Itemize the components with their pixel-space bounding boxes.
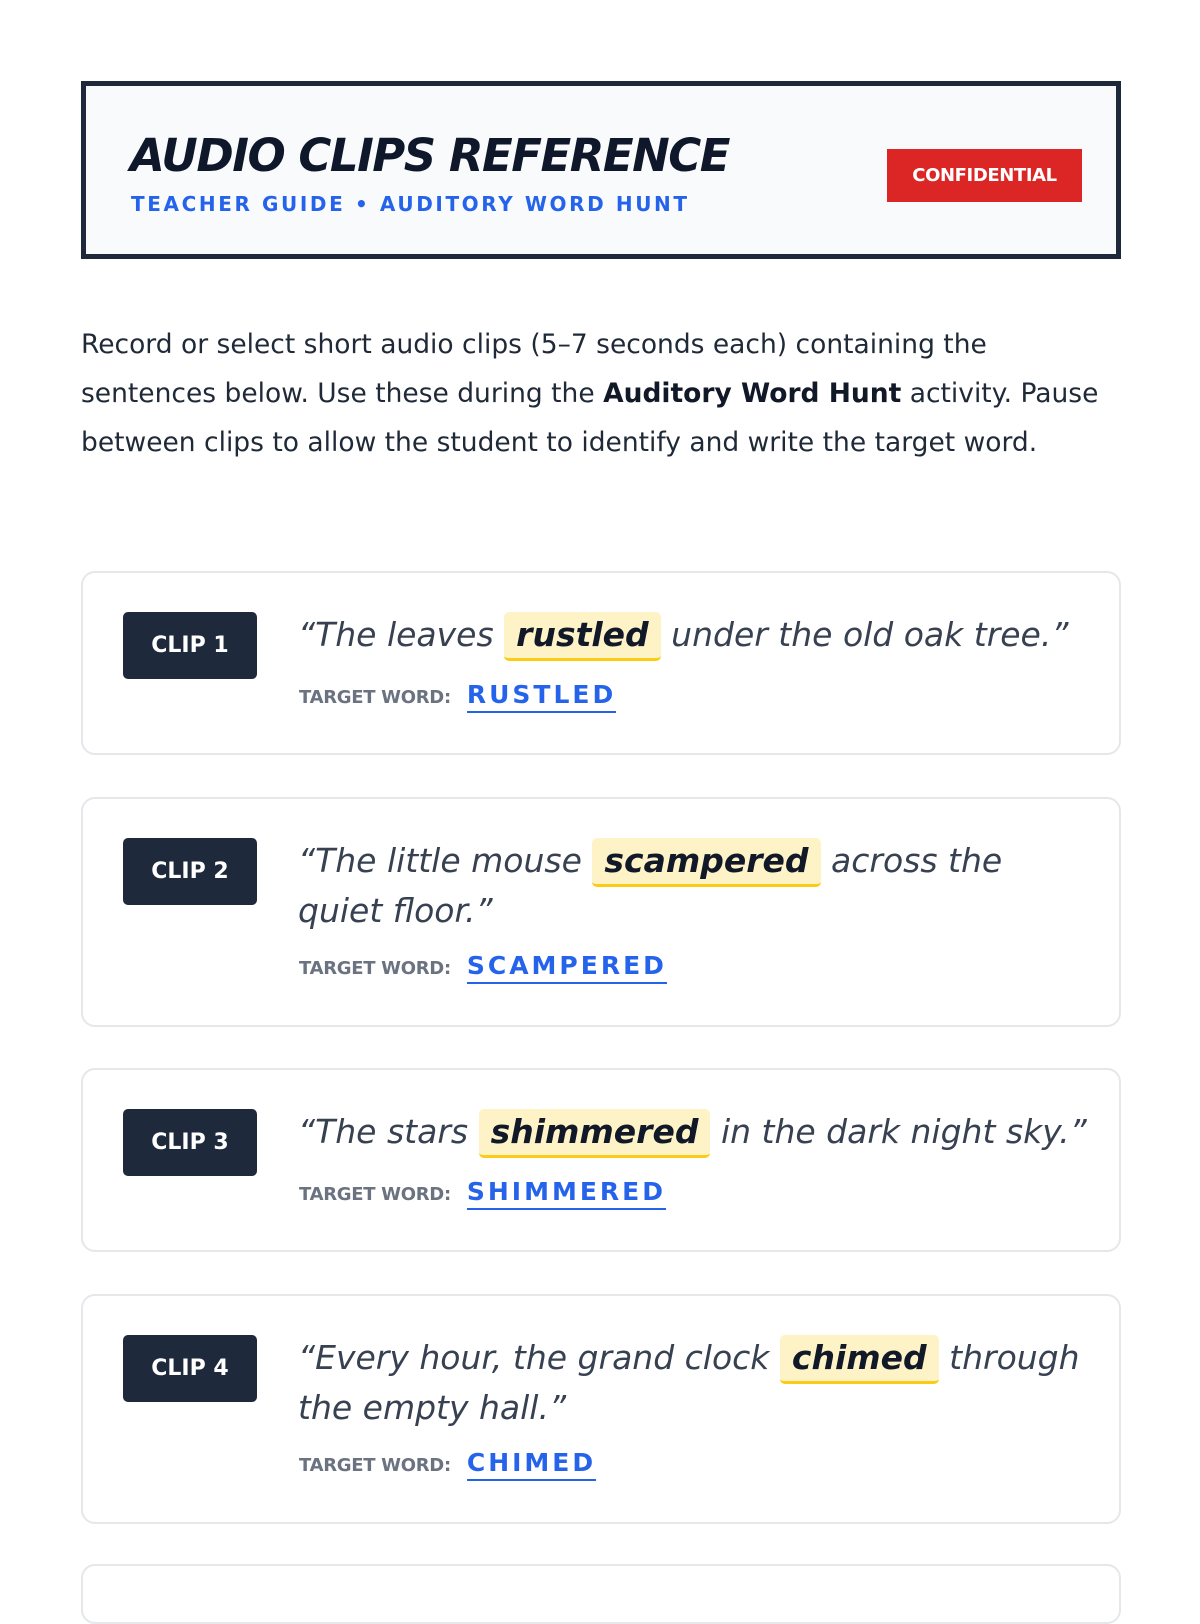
target-word-row — [299, 1176, 666, 1210]
clip-sentence — [298, 1108, 1088, 1158]
target-word-row — [299, 950, 667, 984]
target-word-label: TARGET WORD: — [299, 958, 451, 979]
activity-name: Auditory Word Hunt — [603, 378, 902, 409]
clip-sentence — [298, 611, 1088, 661]
clip-card — [81, 1068, 1121, 1252]
clip-sentence — [298, 1334, 1088, 1431]
clip-label: CLIP 4 — [123, 1335, 257, 1402]
clip-label: CLIP 3 — [123, 1109, 257, 1176]
clip-card — [81, 1294, 1121, 1524]
sentence-before: “The leaves — [298, 615, 505, 654]
target-word-label: TARGET WORD: — [299, 1184, 451, 1205]
sentence-after: through the empty hall.” — [298, 1338, 1080, 1427]
sentence-before: “The stars — [298, 1112, 479, 1151]
target-word: SHIMMERED — [467, 1176, 666, 1210]
sentence-before: “Every hour, the grand clock — [298, 1338, 780, 1377]
clip-label: CLIP 1 — [123, 612, 257, 679]
clip-card — [81, 571, 1121, 755]
clip-card — [81, 797, 1121, 1027]
target-word-row — [299, 679, 616, 713]
clip-card-partial — [81, 1564, 1121, 1624]
sentence-after: under the old oak tree.” — [660, 615, 1069, 654]
target-word: SCAMPERED — [467, 950, 667, 984]
target-word: CHIMED — [467, 1447, 596, 1481]
highlighted-word: shimmered — [479, 1109, 711, 1158]
intro-text-after: activity. Pause between clips to allow the student to identify and write the target word. — [81, 378, 1099, 458]
highlighted-word: scampered — [592, 838, 820, 887]
intro-text-before: Record or select short audio clips (5–7 seconds each) containing the sentences below. Use these during the — [81, 329, 987, 409]
highlighted-word: rustled — [504, 612, 661, 661]
sentence-before: “The little mouse — [298, 841, 593, 880]
target-word-label: TARGET WORD: — [299, 1455, 451, 1476]
clip-label: CLIP 2 — [123, 838, 257, 905]
page-title: AUDIO CLIPS REFERENCE — [130, 129, 730, 182]
sentence-after: across the quiet floor.” — [298, 841, 1003, 930]
clip-sentence — [298, 837, 1088, 934]
highlighted-word: chimed — [780, 1335, 939, 1384]
target-word-label: TARGET WORD: — [299, 687, 451, 708]
page-header — [81, 81, 1121, 259]
sentence-after: in the dark night sky.” — [710, 1112, 1087, 1151]
target-word-row — [299, 1447, 596, 1481]
confidential-badge: CONFIDENTIAL — [887, 149, 1082, 202]
page-subtitle: TEACHER GUIDE • AUDITORY WORD HUNT — [131, 192, 690, 216]
target-word: RUSTLED — [467, 679, 616, 713]
intro-paragraph — [81, 320, 1121, 467]
